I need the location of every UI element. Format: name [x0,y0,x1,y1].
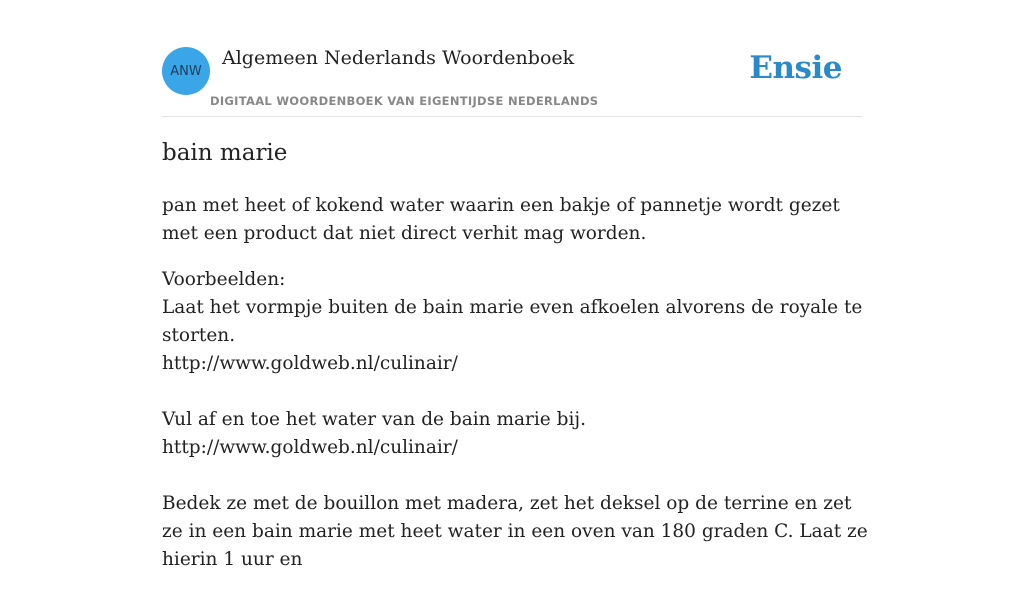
example-source-link[interactable]: http://www.goldweb.nl/culinair/ [162,437,458,458]
example-item [162,294,872,378]
anw-logo[interactable] [162,47,210,95]
entry-definition: pan met heet of kokend water waarin een bakje of pannetje wordt gezet met een product dat niet direct verhit mag worden. [162,195,840,244]
dictionary-subtitle: DIGITAAL WOORDENBOEK VAN EIGENTIJDSE NEDERLANDS [210,94,599,108]
example-item [162,406,872,462]
example-text: Laat het vormpje buiten de bain marie even afkoelen alvorens de royale te storten. [162,297,863,346]
logo-text: ANW [170,63,202,79]
example-text: Bedek ze met de bouillon met madera, zet het deksel op de terrine en zet ze in een bain marie met heet water in een oven van 180 graden C. Laat ze hierin 1 uur en [162,493,868,570]
example-item [162,490,872,574]
example-text: Vul af en toe het water van de bain marie bij. [162,409,587,430]
examples-label: Voorbeelden: [162,269,286,290]
example-source-link[interactable]: http://www.goldweb.nl/culinair/ [162,353,458,374]
entry-content [162,192,872,602]
ensie-brand-logo[interactable]: Ensie [749,50,842,86]
site-header [162,40,862,117]
dictionary-title[interactable]: Algemeen Nederlands Woordenboek [222,47,575,69]
entry-headword: bain marie [162,140,288,166]
